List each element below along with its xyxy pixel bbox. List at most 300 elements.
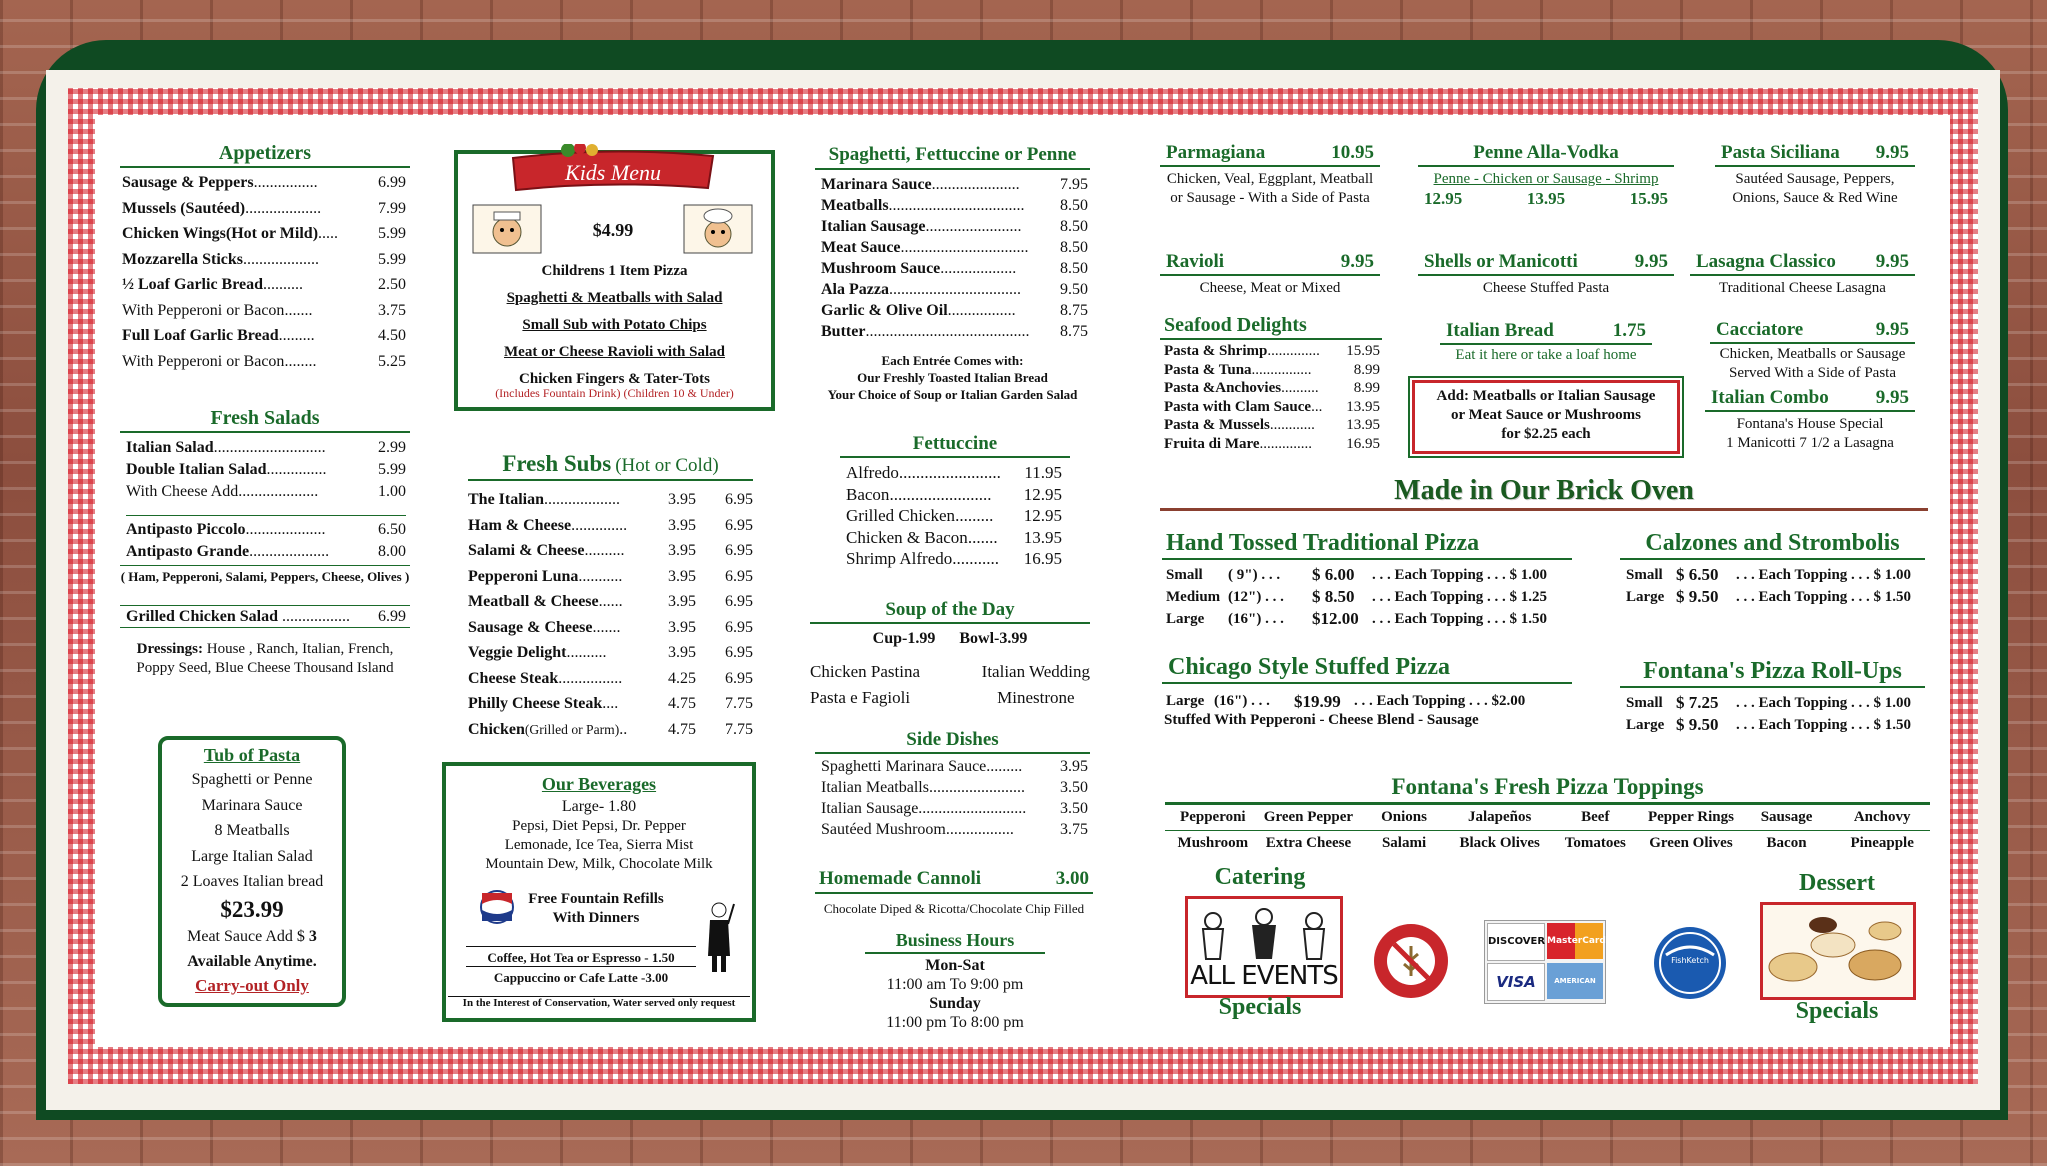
menu-item-name: Philly Cheese Steak (468, 695, 603, 712)
menu-item-label (468, 513, 627, 539)
menu-item-name: Full Loaf Garlic Bread (122, 327, 279, 344)
pizza-size: Large (1626, 717, 1665, 733)
menu-item-price: 15.95 (1346, 343, 1380, 359)
menu-item-label (122, 221, 338, 247)
menu-item (468, 640, 753, 666)
menu-item (122, 349, 406, 375)
kids-item: Chicken Fingers & Tater-Tots (519, 371, 710, 387)
shells-price: 9.95 (1634, 251, 1668, 272)
menu-item-price: 8.50 (1060, 260, 1088, 277)
appetizers-list (120, 168, 410, 374)
grilled-price: 6.99 (378, 608, 406, 625)
menu-item (1164, 379, 1380, 398)
menu-item-price-large: 6.95 (725, 491, 753, 508)
fettuccine-title: Fettuccine (840, 432, 1070, 458)
menu-item-price-large: 6.95 (725, 593, 753, 610)
menu-item (122, 247, 406, 273)
menu-item-price: 1.00 (378, 483, 406, 500)
parmagiana-d1: Chicken, Veal, Eggplant, Meatball (1166, 171, 1374, 187)
menu-item-prices (653, 564, 753, 590)
menu-item-dots: ........ (284, 352, 317, 370)
menu-item (846, 527, 1062, 549)
subs-title: Fresh Subs (502, 451, 612, 476)
menu-item-dots: .......... (1281, 380, 1319, 396)
menu-item-name: Sausage & Cheese (468, 618, 593, 636)
menu-item (846, 505, 1062, 527)
menu-item-name: With Pepperoni or Bacon (122, 301, 285, 319)
pizza-size: Large (1626, 589, 1665, 605)
menu-item-price-small: 4.25 (668, 669, 696, 687)
menu-item-price: 3.75 (378, 301, 406, 319)
menu-item (468, 513, 753, 539)
menu-item-price: 7.95 (1060, 176, 1088, 193)
menu-item-price: 8.75 (1060, 323, 1088, 340)
menu-item-name: Italian Sausage (821, 218, 926, 235)
beverage-line: Mountain Dew, Milk, Chocolate Milk (485, 856, 713, 872)
cannoli-title-row (815, 866, 1093, 894)
hours-l1: Mon-Sat (925, 957, 985, 974)
note-line3: Your Choice of Soup or Italian Garden Salad (827, 387, 1078, 402)
tub-title: Tub of Pasta (203, 745, 301, 765)
tub-line: Spaghetti or Penne (191, 771, 313, 788)
menu-item-label (846, 462, 1001, 484)
combo-desc (1705, 415, 1915, 453)
soup-list (810, 659, 1090, 711)
menu-item (821, 819, 1088, 840)
parmagiana-title-row (1160, 140, 1380, 167)
tub-lines (162, 767, 342, 895)
menu-item-label (1164, 398, 1322, 417)
grilled-chicken-salad (120, 605, 410, 628)
lasagna-section (1690, 249, 1915, 298)
bread-title-row (1440, 318, 1652, 345)
tub-line: Marinara Sauce (201, 796, 303, 814)
shells-section (1418, 249, 1674, 298)
soup-cup: Cup-1.99 (872, 630, 936, 647)
kids-chef-left-image (472, 204, 542, 254)
beverages-refills (516, 890, 676, 928)
menu-item-prices (653, 615, 753, 641)
menu-item-name: Butter (821, 323, 866, 340)
menu-item-dots: ................. (945, 821, 1014, 838)
menu-item-label (1164, 361, 1312, 380)
pizza-size: Small (1626, 567, 1663, 583)
menu-item-name: Italian Salad (126, 439, 214, 456)
combo-d1: Fontana's House Special (1736, 416, 1884, 432)
spaghetti-section (815, 142, 1090, 403)
menu-item-price-small: 3.95 (668, 593, 696, 610)
menu-item-price-small: 4.75 (668, 720, 696, 738)
menu-item-prices (653, 589, 753, 615)
tub-of-pasta-box (158, 736, 346, 1007)
menu-item-price: 8.75 (1060, 302, 1088, 319)
menu-item-dots: .............. (571, 516, 628, 534)
pizza-size: Small (1626, 695, 1663, 711)
pizza-topping: . . . Each Topping . . . $ 1.25 (1372, 589, 1548, 605)
menu-item-name: Pasta & Shrimp (1164, 343, 1268, 359)
waiter-icon (702, 896, 736, 976)
cacciatore-d2: Served With a Side of Pasta (1728, 365, 1896, 381)
kids-item: Spaghetti & Meatballs with Salad (506, 290, 723, 306)
topping-item: Green Olives (1649, 835, 1733, 851)
chicago-inch: (16") . . . (1214, 693, 1270, 709)
rollups-list (1620, 688, 1925, 736)
menu-item-dots: .................... (249, 543, 330, 560)
beverages-large: Large- 1.80 (561, 798, 637, 815)
menu-item-label (1164, 379, 1319, 398)
menu-item-price-large: 6.95 (725, 644, 753, 661)
beverages-lines (446, 817, 752, 874)
menu-item-price: 4.50 (378, 327, 406, 344)
soup-item: Minestrone (997, 688, 1075, 707)
menu-item-price: 8.50 (1060, 218, 1088, 235)
toppings-row2 (1165, 831, 1930, 856)
siciliana-title: Pasta Siciliana (1721, 142, 1840, 163)
subs-subtitle: (Hot or Cold) (615, 455, 719, 476)
mastercard-card: MasterCard (1547, 923, 1603, 959)
menu-item (846, 548, 1062, 570)
menu-item-price-small: 3.95 (668, 516, 696, 534)
tub-price: $23.99 (220, 896, 284, 922)
subs-list (468, 481, 753, 742)
menu-item (846, 462, 1062, 484)
menu-item-price: 9.50 (1060, 281, 1088, 298)
menu-item-name: Chicken Wings(Hot or Mild) (122, 225, 319, 242)
menu-item-label (846, 527, 998, 549)
kids-item: Small Sub with Potato Chips (522, 317, 707, 333)
menu-item-dots: .............. (1259, 435, 1313, 452)
menu-item-price: 7.99 (378, 199, 406, 217)
bread-section (1440, 318, 1652, 365)
menu-item-label (468, 615, 620, 641)
menu-item-label (468, 717, 627, 743)
menu-item (821, 216, 1088, 237)
pizza-size: Medium (1166, 589, 1221, 605)
menu-item-label (821, 195, 1025, 216)
topping-item: Sausage (1760, 809, 1813, 825)
topping-item: Green Pepper (1263, 809, 1354, 825)
pizza-inch: ( 9") . . . (1228, 567, 1281, 583)
tub-meat-sauce-amount: 3 (308, 927, 317, 945)
fettuccine-list (840, 458, 1070, 570)
combo-d2: 1 Manicotti 7 1/2 a Lasagna (1726, 435, 1894, 451)
kids-item: Meat or Cheese Ravioli with Salad (504, 344, 725, 360)
menu-item-price: 8.00 (378, 543, 406, 560)
cannoli-section (815, 866, 1093, 917)
topping-item: Beef (1581, 809, 1610, 825)
menu-item-label (846, 505, 993, 527)
subs-title-row (468, 449, 753, 481)
add-l1: Add: Meatballs or Italian Sausage (1436, 388, 1656, 404)
menu-item-name: Pepperoni Luna (468, 567, 579, 585)
catering-image-text: ALL EVENTS (1190, 961, 1338, 991)
catering-image (1185, 896, 1343, 998)
pizza-size: Small (1166, 567, 1203, 583)
hours-l2: 11:00 am To 9:00 pm (886, 976, 1024, 993)
menu-item-price: 2.99 (378, 439, 406, 456)
topping-item: Bacon (1766, 835, 1807, 851)
pizza-size-row (1166, 564, 1572, 586)
menu-item-price: 16.95 (1023, 549, 1062, 568)
menu-item-name: Antipasto Piccolo (126, 521, 246, 538)
pizza-size-row (1626, 714, 1925, 736)
parmagiana-title: Parmagiana (1166, 142, 1266, 163)
menu-item-price: 5.25 (378, 352, 406, 370)
menu-item-dots: ...... (598, 593, 623, 610)
dessert-image (1760, 902, 1916, 1000)
bread-price: 1.75 (1612, 320, 1646, 341)
refills-line1: Free Fountain Refills (528, 891, 664, 907)
menu-item-label (122, 196, 321, 222)
menu-item-name: Spaghetti Marinara Sauce (821, 758, 987, 775)
brick-oven-title: Made in Our Brick Oven (1160, 474, 1928, 511)
lasagna-price: 9.95 (1875, 251, 1909, 272)
siciliana-d2: Onions, Sauce & Red Wine (1732, 190, 1898, 206)
menu-item-dots: ....... (967, 527, 998, 547)
menu-item-price: 13.95 (1023, 527, 1062, 547)
pizza-topping: . . . Each Topping . . . $ 1.00 (1372, 567, 1548, 583)
vodka-prices (1418, 189, 1674, 209)
chicago-price: $19.99 (1294, 692, 1341, 711)
pizza-topping: . . . Each Topping . . . $ 1.50 (1372, 611, 1548, 627)
menu-item-name: The Italian (468, 491, 545, 508)
grilled-name: Grilled Chicken Salad (126, 608, 279, 625)
menu-item-dots: ............... (266, 461, 327, 478)
sides-title: Side Dishes (815, 728, 1090, 754)
menu-item-dots: ................... (940, 260, 1017, 277)
spaghetti-note (815, 352, 1090, 403)
menu-item-label (126, 541, 329, 563)
menu-item-name: Chicken & Bacon (846, 527, 968, 547)
appetizers-section (120, 140, 410, 374)
tub-line: 8 Meatballs (214, 822, 290, 839)
menu-item-label (122, 272, 303, 298)
menu-item-dots: .... (602, 695, 619, 712)
menu-item-name: Italian Sausage (821, 800, 919, 817)
menu-item-name: Pasta &Anchovies (1164, 380, 1282, 396)
menu-item-name: Salami & Cheese (468, 542, 585, 559)
topping-item: Pepperoni (1180, 809, 1246, 825)
menu-item (122, 298, 406, 324)
menu-item (821, 756, 1088, 777)
pizza-inch: (12") . . . (1228, 589, 1284, 605)
menu-item-label (821, 279, 1021, 300)
menu-item-dots: ........... (952, 549, 999, 568)
add-l3: for $2.25 each (1501, 426, 1591, 442)
menu-item-dots: ................ (1251, 361, 1312, 378)
toppings-section (1165, 772, 1930, 856)
pizza-price: $12.00 (1312, 609, 1359, 628)
menu-item-dots: .......... (263, 276, 304, 293)
catering-specials: Specials (1218, 994, 1302, 1020)
lasagna-desc: Traditional Cheese Lasagna (1719, 280, 1886, 296)
menu-item-price: 16.95 (1346, 435, 1380, 452)
seafood-list (1160, 340, 1382, 453)
menu-item (468, 487, 753, 513)
menu-item-name: Alfredo (846, 463, 899, 482)
menu-item (468, 589, 753, 615)
combo-title: Italian Combo (1711, 387, 1829, 408)
menu-item-prices (653, 538, 753, 564)
cacciatore-price: 9.95 (1875, 319, 1909, 340)
soup-left (810, 659, 920, 711)
menu-item (821, 798, 1088, 819)
menu-item-label (821, 237, 1029, 258)
ravioli-desc: Cheese, Meat or Mixed (1199, 280, 1341, 296)
menu-item-label (468, 589, 623, 615)
menu-item-name: Ham & Cheese (468, 516, 572, 534)
dessert-title: Dessert (1799, 870, 1875, 896)
menu-item-price: 5.99 (378, 225, 406, 242)
menu-item-price-small: 3.95 (668, 491, 696, 508)
lasagna-title: Lasagna Classico (1696, 251, 1836, 272)
menu-item-name: Pasta & Tuna (1164, 361, 1252, 378)
menu-item-extra: (Grilled or Parm) (524, 721, 620, 737)
menu-item (821, 195, 1088, 216)
menu-item-dots: ................... (243, 250, 320, 268)
menu-item-price-small: 3.95 (668, 618, 696, 636)
pizza-size-row (1626, 564, 1925, 586)
topping-item: Anchovy (1853, 809, 1911, 825)
chicago-topping: . . . Each Topping . . . $2.00 (1354, 693, 1526, 709)
menu-item-price: 8.50 (1060, 239, 1088, 256)
menu-item (1164, 361, 1380, 380)
sides-section (815, 728, 1090, 840)
menu-item-dots: ................................. (888, 281, 1021, 298)
menu-item-label (846, 484, 991, 506)
menu-item-price: 8.99 (1353, 361, 1380, 378)
menu-item-dots: ......................................... (865, 323, 1030, 340)
menu-item-dots: ................. (947, 302, 1016, 319)
parmagiana-section (1160, 140, 1380, 208)
siciliana-desc (1715, 170, 1915, 208)
menu-item (468, 564, 753, 590)
topping-item: Onions (1381, 809, 1427, 825)
menu-item-price: 6.50 (378, 521, 406, 538)
dessert-specials: Specials (1795, 998, 1879, 1024)
menu-item-name: With Cheese Add (126, 483, 239, 500)
dressings-line1: House , Ranch, Italian, French, (206, 641, 394, 657)
menu-item-dots: .......... (566, 644, 607, 661)
vodka-desc: Penne - Chicken or Sausage - Shrimp (1433, 171, 1659, 187)
menu-item-dots: .. (619, 720, 628, 738)
menu-item (1164, 398, 1380, 417)
topping-item: Salami (1381, 835, 1427, 851)
bread-title: Italian Bread (1446, 320, 1554, 341)
menu-item-label (821, 300, 1016, 321)
menu-item-dots: ................ (253, 174, 318, 191)
menu-item-name: Sautéed Mushroom (821, 821, 946, 838)
menu-item-label (821, 216, 1021, 237)
chicago-section (1162, 652, 1572, 730)
pizza-topping: . . . Each Topping . . . $ 1.50 (1736, 717, 1912, 733)
menu-item-name: Grilled Chicken (846, 506, 956, 525)
credit-cards-image (1484, 920, 1606, 1021)
menu-item (468, 691, 753, 717)
calzones-list (1620, 560, 1925, 608)
hours-text (865, 956, 1045, 1032)
menu-item-price: 11.95 (1024, 463, 1062, 482)
menu-item-name: Sausage & Peppers (122, 174, 254, 191)
menu-item-label (122, 170, 318, 196)
beverage-line: Pepsi, Diet Pepsi, Dr. Pepper (512, 818, 686, 834)
menu-item-name: Fruita di Mare (1164, 435, 1260, 452)
menu-item-name: Chicken (468, 720, 525, 738)
menu-item (1164, 416, 1380, 435)
menu-item-dots: ...................... (931, 176, 1020, 193)
menu-item-label (126, 519, 326, 541)
menu-item-dots: ........................... (918, 800, 1027, 817)
menu-item (468, 615, 753, 641)
menu-item-dots: ............................ (213, 439, 326, 456)
menu-item-dots: .................... (245, 521, 326, 538)
menu-item-dots: ........................ (928, 779, 1025, 796)
shells-title: Shells or Manicotti (1424, 251, 1578, 272)
menu-item (122, 323, 406, 349)
subs-section (468, 449, 753, 742)
kids-item: Childrens 1 Item Pizza (541, 263, 688, 279)
tub-meat-sauce-label: Meat Sauce Add $ (187, 927, 305, 945)
ravioli-title: Ravioli (1166, 251, 1225, 272)
menu-item-name: ½ Loaf Garlic Bread (122, 276, 264, 293)
beverages-title: Our Beverages (541, 774, 657, 794)
note-line1: Each Entrée Comes with: (881, 353, 1024, 368)
hand-tossed-title: Hand Tossed Traditional Pizza (1162, 528, 1572, 560)
ravioli-price: 9.95 (1340, 251, 1374, 272)
menu-item-label (1164, 342, 1320, 361)
pizza-inch: (16") . . . (1228, 611, 1284, 627)
topping-item: Black Olives (1459, 835, 1540, 851)
menu-item-label (821, 258, 1016, 279)
menu-item-price-large: 6.95 (725, 567, 753, 585)
menu-item-price-large: 7.75 (725, 695, 753, 712)
dessert-pastries-image (1763, 905, 1913, 997)
cacciatore-d1: Chicken, Meatballs or Sausage (1719, 346, 1906, 362)
dressings-line2: Poppy Seed, Blue Cheese Thousand Island (136, 660, 394, 676)
menu-item-dots: ........................ (889, 484, 992, 504)
pizza-size-row (1626, 586, 1925, 608)
menu-item-name: Pasta & Mussels (1164, 417, 1270, 433)
topping-item: Pineapple (1850, 835, 1914, 851)
cannoli-title: Homemade Cannoli (819, 868, 982, 889)
menu-item-price: 8.99 (1353, 380, 1380, 396)
hours-l3: Sunday (929, 995, 981, 1012)
menu-item-name: Cheese Steak (468, 669, 559, 687)
menu-item-dots: .................................. (888, 197, 1025, 214)
topping-item: Extra Cheese (1265, 835, 1352, 851)
pizza-size-row (1166, 608, 1572, 630)
menu-item-name: Bacon (846, 484, 890, 504)
menu-item-prices (653, 640, 753, 666)
menu-item-label (468, 640, 607, 666)
menu-item-price-large: 6.95 (725, 542, 753, 559)
chicago-size: Large (1166, 693, 1205, 709)
soup-right (982, 659, 1090, 711)
kids-menu-box (454, 150, 775, 411)
pizza-price: $ 6.00 (1312, 565, 1355, 584)
menu-item (1164, 342, 1380, 361)
beverages-cappuccino: Cappuccino or Cafe Latte -3.00 (466, 966, 696, 986)
appetizers-title: Appetizers (120, 140, 410, 168)
menu-item-price-large: 6.95 (725, 618, 753, 636)
menu-item-price-small: 3.95 (668, 644, 696, 661)
discover-card: DISCOVER (1487, 923, 1545, 961)
add-ons-box (1412, 380, 1680, 454)
menu-item (122, 272, 406, 298)
siciliana-title-row (1715, 140, 1915, 167)
menu-item-price: 3.75 (1060, 821, 1088, 838)
menu-item-label (126, 459, 326, 481)
